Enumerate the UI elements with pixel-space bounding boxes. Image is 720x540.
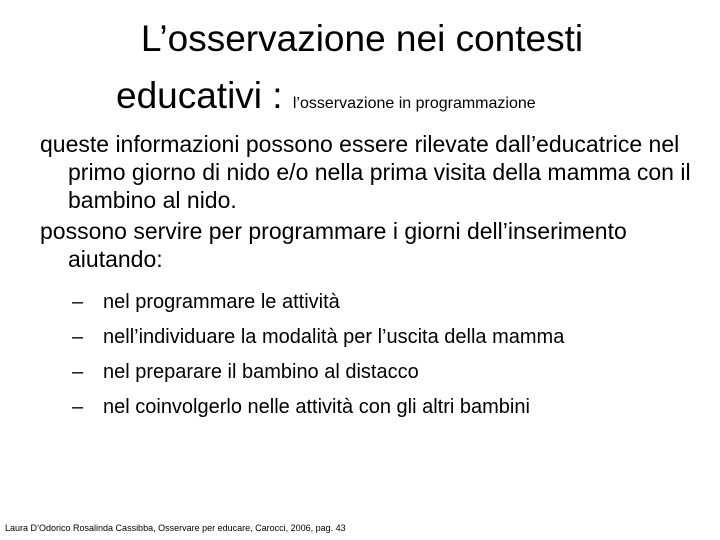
bullet-dash: – <box>72 291 84 313</box>
bullet-text: nel coinvolgerlo nelle attività con gli altri bambini <box>103 396 530 418</box>
slide-body <box>40 130 700 425</box>
slide-subtitle: l’osservazione in programmazione <box>292 95 536 112</box>
bullet-dash: – <box>72 326 84 348</box>
bullet-item <box>40 320 700 355</box>
bullet-item <box>40 355 700 390</box>
bullet-text: nell’individuare la modalità per l’uscita della mamma <box>103 326 565 348</box>
bullet-item <box>40 285 700 320</box>
bullet-dash: – <box>72 396 84 418</box>
bullet-list <box>40 285 700 425</box>
bullet-text: nel preparare il bambino al distacco <box>103 361 419 383</box>
body-paragraph-1: queste informazioni possono essere rilevate dall’educatrice nel primo giorno di nido e/o nella prima visita della mamma con il bambino al nido. <box>40 131 691 213</box>
slide-title-line1: L’osservazione nei contesti <box>140 18 584 59</box>
body-paragraph-2: possono servire per programmare i giorni dell’inserimento aiutando: <box>40 218 627 272</box>
bullet-text: nel programmare le attività <box>103 291 340 313</box>
bullet-item <box>40 390 700 425</box>
slide-title-line2 <box>116 74 536 126</box>
slide-title-main: educativi : <box>116 75 293 116</box>
bullet-dash: – <box>72 361 84 383</box>
footer-citation: Laura D’Odorico Rosalinda Cassibba, Osservare per educare, Carocci, 2006, pag. 43 <box>5 523 346 533</box>
